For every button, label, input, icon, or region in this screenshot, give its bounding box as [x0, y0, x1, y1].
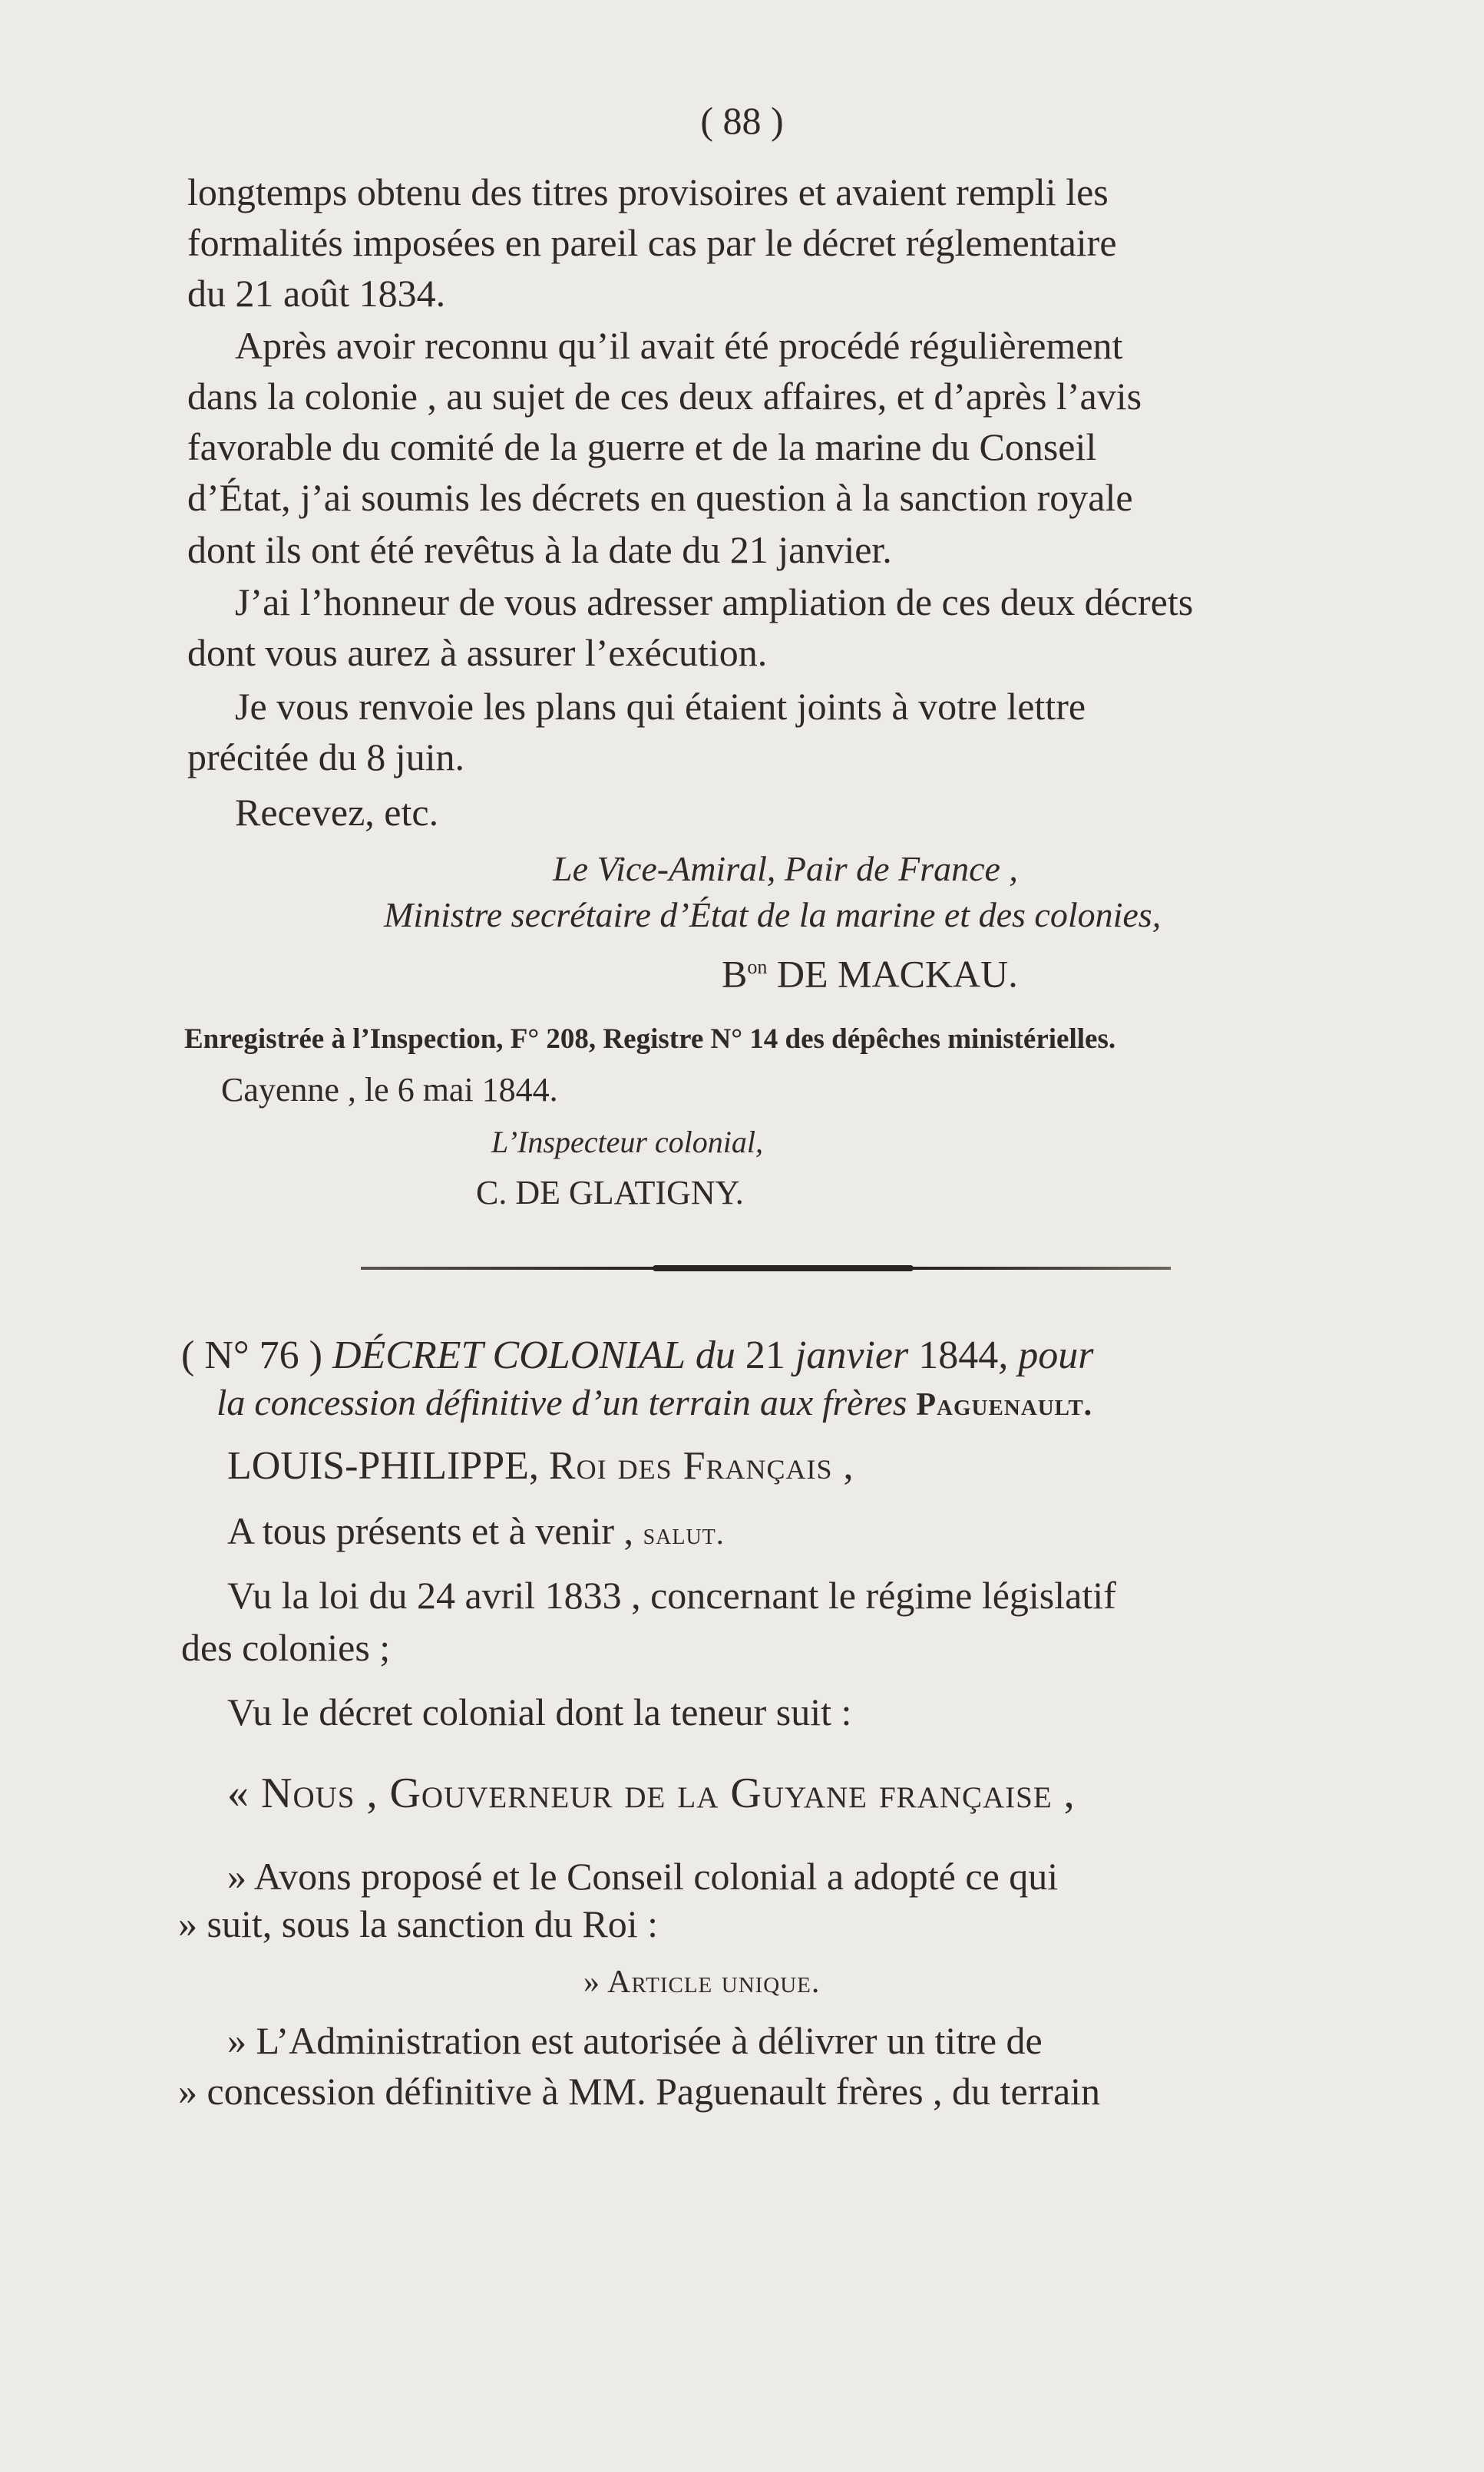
- text-line: dont ils ont été revêtus à la date du 21 janvier.: [187, 528, 892, 571]
- text-line: longtemps obtenu des titres provisoires et avaient rempli les: [187, 170, 1109, 213]
- text-line: J’ai l’honneur de vous adresser ampliation de ces deux décrets: [235, 580, 1194, 623]
- greeting-line: A tous présents et à venir , salut.: [227, 1509, 725, 1552]
- text-line: » suit, sous la sanction du Roi :: [178, 1902, 658, 1945]
- text-line: d’État, j’ai soumis les décrets en question à la sanction royale: [187, 476, 1133, 519]
- text-line: Je vous renvoie les plans qui étaient joints à votre lettre: [235, 685, 1086, 728]
- signature-name: $B^{on}$ DE MACKAU.: [722, 952, 1018, 996]
- signature-office: Ministre secrétaire d’État de la marine et des colonies,: [384, 895, 1162, 934]
- text-line: précitée du 8 juin.: [187, 735, 464, 778]
- text-line: dans la colonie , au sujet de ces deux affaires, et d’après l’avis: [187, 375, 1142, 418]
- inspector-name: C. DE GLATIGNY.: [476, 1174, 744, 1211]
- text-line: Vu le décret colonial dont la teneur suit :: [227, 1690, 852, 1733]
- text-line: Vu la loi du 24 avril 1833 , concernant le régime législatif: [227, 1574, 1116, 1617]
- article-heading: » Article unique.: [583, 1965, 821, 2000]
- text-line: favorable du comité de la guerre et de la marine du Conseil: [187, 425, 1097, 468]
- registration-line: Enregistrée à l’Inspection, F° 208, Registre N° 14 des dépêches ministérielles.: [184, 1023, 1116, 1055]
- text-line: du 21 août 1834.: [187, 272, 446, 315]
- text-line: des colonies ;: [181, 1626, 391, 1669]
- separator-rule: [361, 1267, 1171, 1270]
- text-line: Recevez, etc.: [235, 791, 439, 834]
- inspector-title: L’Inspecteur colonial,: [491, 1125, 764, 1159]
- text-line: Après avoir reconnu qu’il avait été procédé régulièrement: [235, 324, 1123, 367]
- text-line: dont vous aurez à assurer l’exécution.: [187, 631, 768, 674]
- text-line: » concession définitive à MM. Paguenault frères , du terrain: [178, 2070, 1101, 2113]
- quote-opening: « Nous , Gouverneur de la Guyane française ,: [227, 1770, 1076, 1817]
- decree-subtitle: la concession définitive d’un terrain aux frères Paguenault.: [216, 1383, 1093, 1423]
- text-line: » Avons proposé et le Conseil colonial a adopté ce qui: [227, 1855, 1059, 1898]
- signature-title: Le Vice-Amiral, Pair de France ,: [553, 849, 1018, 888]
- decree-heading: ( N° 76 ) DÉCRET COLONIAL du 21 janvier 1844, pour: [181, 1333, 1094, 1377]
- text-line: formalités imposées en pareil cas par le décret réglementaire: [187, 221, 1117, 264]
- king-line: LOUIS-PHILIPPE, Roi des Français ,: [227, 1444, 854, 1488]
- text-line: » L’Administration est autorisée à délivrer un titre de: [227, 2019, 1043, 2062]
- registration-place-date: Cayenne , le 6 mai 1844.: [221, 1071, 558, 1109]
- page-number: ( 88 ): [700, 99, 784, 142]
